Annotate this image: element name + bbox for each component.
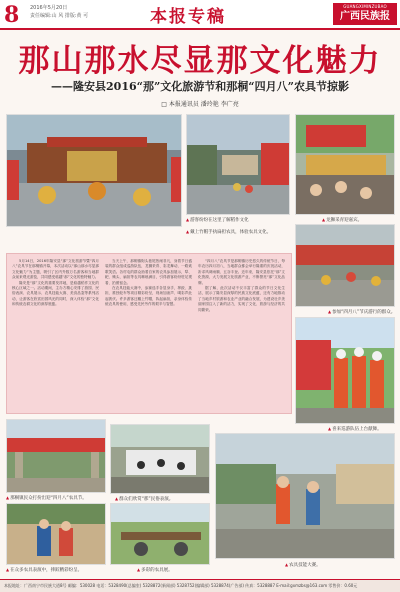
newspaper-logo [333,3,397,25]
brand-en: GUANGXIMINZUBAO [343,4,387,9]
date-line: 2016年5月20日 [30,5,68,11]
masthead [0,0,400,30]
caption-3: ▲ 那桐镇民众打扮出迎“四月八”农具节。 [6,495,87,501]
caption-1: ▲ 龙狮采青迎嘉宾。 [322,217,362,223]
caption-6: ▲ 参加“四月八”节庆游行的群众。 [328,309,395,315]
caption-9: ▲ 多彩的农具展。 [137,567,173,573]
page-number: 8 [4,2,20,28]
photo-tug-contest [215,433,395,559]
article-column-2 [105,259,192,409]
article-paragraph: 隆安是“那”文化的重要发祥地，是骆越稻作文化的核心区域之一。活动期间，主办方精心安排了游园、民俗表演、农具展示、农具技能大赛、美食品鉴等系列活动，让游客在欣赏田园风光的同时，深入体验“那”文化和传统农耕文化的深厚底蕴。 [12,280,99,307]
caption-7: ▲ 喜来巡游队伍上台献舞。 [328,426,382,432]
subheadline: ——隆安县2016“那”文化旅游节和那桐“四月八”农具节掠影 [51,80,349,93]
caption-4: ▲ 在众多农具表演中，摔跤精彩纷呈。 [6,567,82,573]
caption-5: ▲ 戴上竹帽手执扁担农具，体验农具文化。 [186,229,271,235]
photo-wrestling [6,503,106,565]
section-title: 本报专稿 [150,7,226,27]
photo-crowd-stage [295,114,395,215]
editors-line: 责任编辑:山 风 排版:黄 可 [30,13,89,19]
photo-town-gate [6,419,106,493]
photo-performers [295,317,395,424]
masthead-meta [30,4,88,20]
photo-tool-exhibit [110,503,210,565]
byline: □ 本报通讯员 潘玲艳 李广亮 [161,101,239,108]
photo-parade-group [295,224,395,307]
article-body [6,253,292,414]
caption-8: ▲ 群众们欣赏“那”民俗表演。 [115,496,173,502]
brand-cn: 广西民族报 [340,11,390,22]
article-paragraph: 5月14日，2016年隆安县“那”文化旅游节暨“四月八”农具节在那桐镇开幕，本次活动以“那山那水尽显那文化魅力”为主题，吸引了区内外数万名游客和当地群众前来观光游览，共同感受骆越“那”文化的独特魅力。 [12,259,99,280]
article-paragraph: 在农具技能大赛中，参赛选手各显身手，摔跤、挑担、推独轮车等项目精彩纷呈，现场加油声、喝彩声此起彼伏。许多游客还戴上竹帽，执起扁担，亲身体验传统农具的使用，感受先民劳作的艰辛与智慧。 [105,286,192,307]
article-paragraph: 当天上午，那桐镇街头巷尾热闹非凡，身着节日盛装的群众组成巡游队伍，龙狮采青、彩龙舞动，一路欢歌笑语。各村屯的群众抬着自家的农具参加展示，犁、耙、锄头、扁担等农具琳琅满目，引得游客纷纷驻足观看、拍照留念。 [105,259,192,285]
article-paragraph: “四月八”农具节是那桐镇历史悠久的传统节日，每年农历四月初八，当地群众都会举行隆重的庆祝活动，祈求风调雨顺、五谷丰登。近年来，隆安县依托“那”文化资源，大力发展文化旅游产业，不断擦亮“那”文化品牌。 [198,259,285,285]
article-column-1 [12,259,99,409]
photo-folk-show [110,424,210,494]
photo-welcome-street [186,114,290,215]
article-column-3 [198,259,285,409]
article-paragraph: 据了解，此次活动不仅丰富了群众的节日文化生活，展示了隆安县深厚的民族文化底蕴，还有力地推动了当地乡村旅游和农业产业的融合发展，为建设壮乡美丽家园注入了新的活力，实现了文化、旅游与经济的共同繁荣。 [198,286,285,312]
photo-lion-dance [6,114,182,227]
caption-10: ▲ 农具技能大赛。 [285,562,321,568]
footer-contact: 本报地址：广西南宁市民族大道8号 邮编：530028 电话：5328490(总编室) 5328872(新闻部) 5328752(编辑部) 5328874(广告部) 传真：5328887 E-mail:gxmzbs@163.com 零售价：0.60元 [0,579,400,592]
headline: 那山那水尽显那文化魅力 [18,43,382,79]
caption-2: ▲ 游客纷纷在这里了解稻作文化 [186,217,249,223]
